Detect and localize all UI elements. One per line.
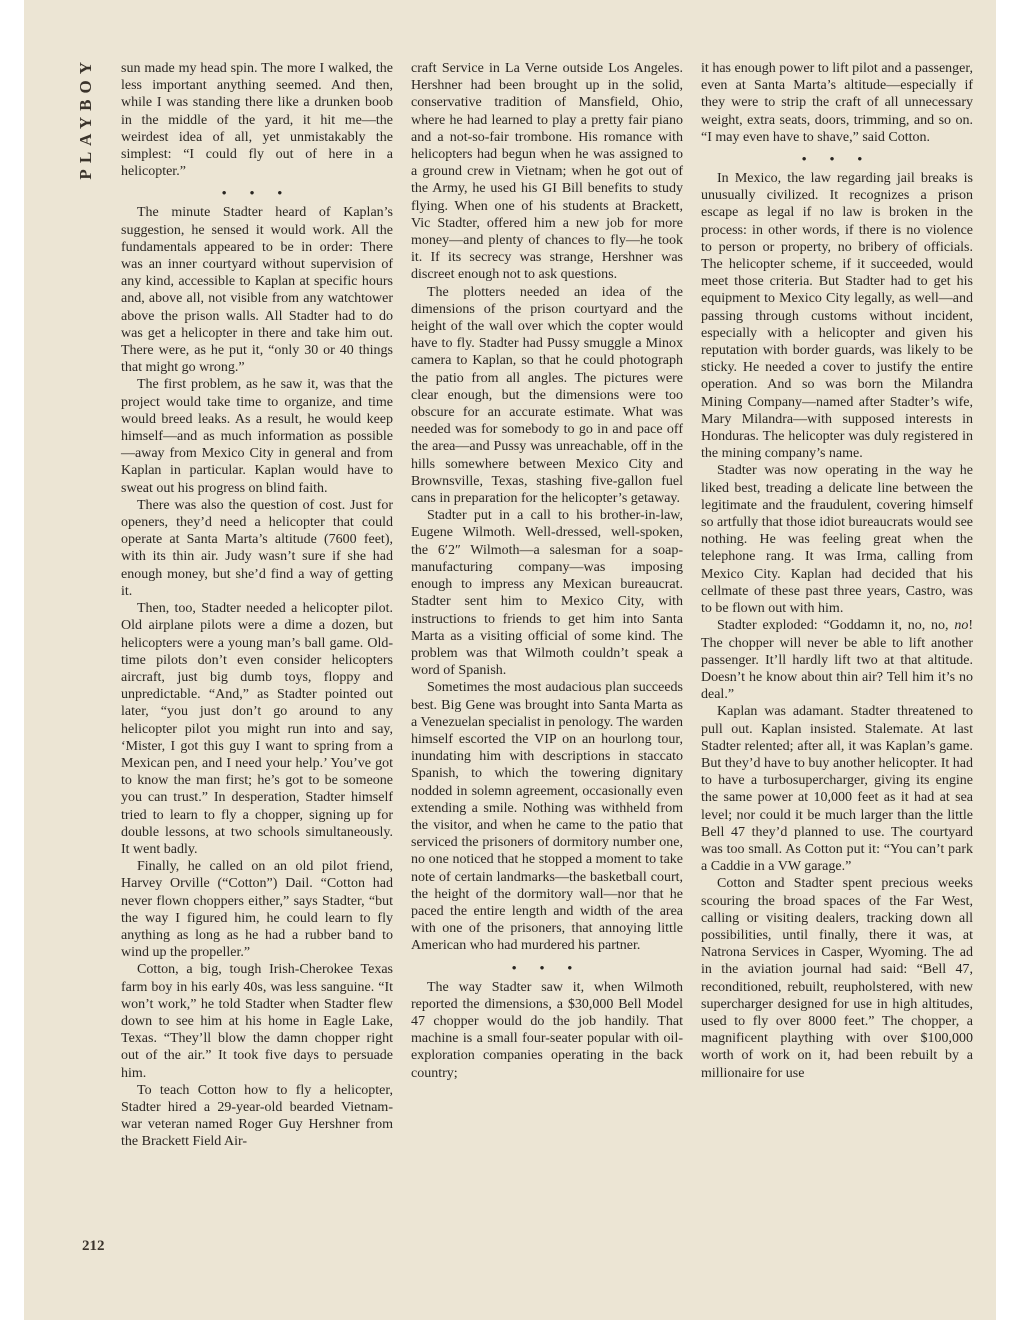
section-break: • • • [511,959,583,975]
paragraph: The way Stadter saw it, when Wilmoth reported the dimensions, a $30,000 Bell Model 47 chopper would do the job handily. That machine is a small four-seater popular with oil-exploration companies operating in the back country; [411,979,683,1081]
text-column-2 [411,60,683,1082]
paragraph: Sometimes the most audacious plan succeeds best. Big Gene was brought into Santa Marta as a Venezuelan specialist in penology. The warden himself escorted the VIP on an hourlong tour, inundating him with descriptions in staccato Spanish, to which the towering dignitary nodded in solemn agreement, occasionally even extending a smile. Nothing was withheld from the visitor, and when he came to the patio that serviced the prisoners of dormitory number one, no one noticed that he stopped a moment to take note of certain landmarks—the basketball court, the height of the dormitory wall—nor that he paced the entire length and width of the area with one of the prisoners, that annoying little American who had murdered his partner. [411,680,683,954]
paragraph: There was also the question of cost. Just for openers, they’d need a helicopter that could operate at Santa Marta’s altitude (7600 feet), with its thin air. Judy wasn’t sure if she had enough money, but she’d find a way of getting it. [121,497,393,599]
paragraph: craft Service in La Verne outside Los Angeles. Hershner had been brought up in the solid, conservative tradition of Mansfield, Ohio, where he had learned to play a pretty fair piano and a not-so-fair trombone. His romance with helicopters had begun when he was assigned to a ground crew in Vietnam; when he got out of the Army, he used his GI Bill benefits to study flying. When one of his students at Brackett, Vic Stadter, offered him a new job for more money—and plenty of chances to fly—he took it. If its secrecy was strange, Hershner was discreet enough not to ask questions. [411,61,683,283]
paragraph: Stadter exploded: “Goddamn it, no, no, no! The chopper will never be able to lift another passenger. It’ll hardly lift two at that altitude. Doesn’t he know about thin air? Tell him it’s no deal.” [701,618,973,703]
page-number: 212 [82,1238,105,1254]
magazine-page [24,0,996,1320]
paragraph: The plotters needed an idea of the dimensions of the prison courtyard and the height of the wall over which the copter would have to fly. Stadter had Pussy smuggle a Minox camera to Kaplan, so that he could photograph the patio from all angles. The pictures were clear enough, but the dimensions were too obscure for an accurate estimate. What was needed was for somebody to go in and pace off the area—and Pussy was unreachable, off in the hills somewhere between Mexico City and Brownsville, Texas, stashing five-gallon fuel cans in preparation for the helicopter’s getaway. [411,284,683,507]
paragraph: The first problem, as he saw it, was that the project would take time to organize, and time would breed leaks. As a result, he would keep himself—and as much information as possible—away from Mexico City in general and from Kaplan in particular. Kaplan would have to sweat out his progress on blind faith. [121,377,393,496]
paragraph: it has enough power to lift pilot and a passenger, even at Santa Marta’s altitude—especially if they were to strip the craft of all unnecessary weight, extra seats, doors, trimming, and so on. “I may even have to shave,” said Cotton. [701,61,973,145]
text-column-1 [121,60,393,1151]
magazine-name: PLAYBOY [76,56,95,180]
paragraph: Cotton, a big, tough Irish-Cherokee Texas farm boy in his early 40s, was less sanguine. “It won’t work,” he told Stadter when Stadter flew down to see him at his home in Eagle Lake, Texas. “They’ll blow the damn chopper right out of the air.” It took five days to persuade him. [121,962,393,1081]
paragraph: Finally, he called on an old pilot friend, Harvey Orville (“Cotton”) Dail. “Cotton had never flown choppers either,” says Stadter, “but the way I figured him, he could learn to fly anything as long as he had a rubber band to wind up the propeller.” [121,859,393,961]
text-column-3 [701,60,973,1082]
paragraph: Then, too, Stadter needed a helicopter pilot. Old airplane pilots were a dime a dozen, but helicopters were a young man’s ball game. Old-time pilots don’t even consider helicopters aircraft, just big dumb toys, floppy and unpredictable. “And,” as Stadter pointed out later, “you just don’t go around to any helicopter pilot you might run into and say, ‘Mister, I got this guy I want to spring from a Mexican pen, and I need your help.’ You’ve got to know the man first; he’s got to be someone you can trust.” In desperation, Stadter himself tried to learn to fly a chopper, signing up for double lessons, at two schools simultaneously. It went badly. [121,601,393,857]
section-break: • • • [801,151,873,167]
paragraph: The minute Stadter heard of Kaplan’s suggestion, he sensed it would work. All the fundamentals appeared to be in order: There was an inner courtyard without supervision of any kind, accessible to Kaplan at specific hours and, above all, not visible from any watchtower above the prison walls. All Stadter had to do was get a helicopter in there and take him out. There were, as he put it, “only 30 or 40 things that might go wrong.” [121,205,393,376]
paragraph: sun made my head spin. The more I walked, the less important anything seemed. And then, while I was standing there like a drunken boob in the middle of the yard, it hit me—the weirdest idea of all, yet unmistakably the simplest: “I could fly out of here in a helicopter.” [121,61,393,180]
paragraph: In Mexico, the law regarding jail breaks is unusually civilized. It recognizes a prison escape as legal if no law is broken in the process: in other words, if there is no violence to person or property, no bribery of officials. The helicopter scheme, if it succeeded, would meet those criteria. But Stadter had to get his equipment to Mexico City legally, as well—and passing through customs without incident, especially with a helicopter and given his reputation with border guards, was likely to be sticky. He needed a cover to justify the entire operation. And so was born the Milandra Mining Company—named after Stadter’s wife, Mary Milandra—with supposed interests in Honduras. The helicopter was duly registered in the mining company’s name. [701,171,973,462]
paragraph: To teach Cotton how to fly a helicopter, Stadter hired a 29-year-old bearded Vietnam-war veteran named Roger Guy Hershner from the Brackett Field Air- [121,1082,393,1150]
section-break: • • • [221,185,293,201]
paragraph: Kaplan was adamant. Stadter threatened to pull out. Kaplan insisted. Stalemate. At last Stadter relented; after all, it was Kaplan’s game. But they’d have to buy another helicopter. It had to have a turbosupercharger, giving its engine the same power at 10,000 feet as it had at sea level; nor could it be much larger than the little Bell 47 they’d planned to use. The courtyard was too small. As Cotton put it: “You can’t park a Caddie in a VW garage.” [701,704,973,875]
paragraph: Cotton and Stadter spent precious weeks scouring the broad spaces of the Far West, calling or visiting dealers, tracking down all possibilities, until finally, there it was, at Natrona Services in Casper, Wyoming. The ad in the aviation journal had said: “Bell 47, reconditioned, rebuilt, reupholstered, with new supercharger designed for use in high altitudes, used to fly over 8000 feet.” The chopper, a magnificent plaything with over $100,000 worth of work on it, had been rebuilt by a millionaire for use [701,876,973,1081]
paragraph: Stadter was now operating in the way he liked best, treading a delicate line between the legitimate and the fraudulent, covering himself so artfully that those idiot bureaucrats would see nothing. He was feeling great when the telephone rang. It was Irma, calling from Mexico City. Kaplan had decided that his cellmate of these past three years, Castro, was to be flown out with him. [701,463,973,617]
paragraph: Stadter put in a call to his brother-in-law, Eugene Wilmoth. Well-dressed, well-spoken, the 6′2″ Wilmoth—a salesman for a soap-manufacturing company—was imposing enough to impress any Mexican bureaucrat. Stadter sent him to Mexico City, with instructions to friends to get him into Santa Marta as a visiting official of some kind. The problem was that Wilmoth couldn’t speak a word of Spanish. [411,508,683,679]
